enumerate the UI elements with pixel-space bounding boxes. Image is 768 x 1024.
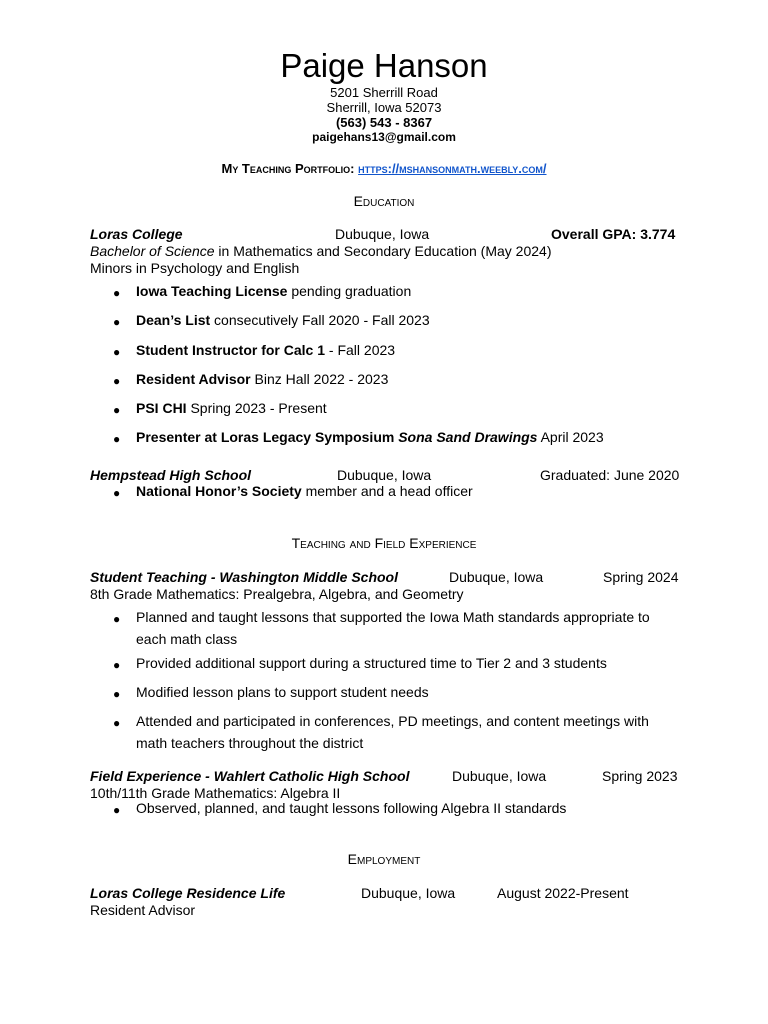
loras-minors: Minors in Psychology and English: [90, 260, 300, 276]
degree-type: Bachelor of Science: [90, 243, 215, 259]
student-teaching-subtitle: 8th Grade Mathematics: Prealgebra, Algebra, and Geometry: [90, 586, 464, 602]
bullet-bold: PSI CHI: [136, 400, 187, 416]
bullet-glyph: ●: [113, 403, 121, 417]
job-title: Loras College Residence Life: [90, 885, 286, 901]
portfolio-line: [0, 160, 768, 177]
student-teaching-title: Student Teaching - Washington Middle School: [90, 569, 398, 585]
bullet-text: Spring 2023 - Present: [186, 400, 327, 416]
field-experience-title: Field Experience - Wahlert Catholic High School: [90, 768, 410, 784]
loras-school-name: Loras College: [90, 226, 183, 242]
address-line-1: 5201 Sherrill Road: [330, 85, 438, 100]
job-location: Dubuque, Iowa: [361, 885, 456, 901]
job-date: August 2022-Present: [497, 885, 629, 901]
phone-number: (563) 543 - 8367: [335, 115, 433, 130]
bullet-glyph: ●: [113, 345, 121, 359]
bullet-text: April 2023: [537, 429, 604, 445]
email-address: paigehans13@gmail.com: [312, 130, 456, 144]
field-experience-subtitle: 10th/11th Grade Mathematics: Algebra II: [90, 785, 341, 801]
bullet-glyph: ●: [113, 315, 121, 329]
resume-name: Paige Hanson: [280, 47, 488, 84]
bullet-glyph: ●: [113, 716, 121, 730]
bullet-text: Modified lesson plans to support student needs: [136, 684, 429, 700]
bullet-text: Provided additional support during a structured time to Tier 2 and 3 students: [136, 655, 607, 671]
hempstead-location: Dubuque, Iowa: [337, 467, 432, 483]
hempstead-date: Graduated: June 2020: [540, 467, 680, 483]
bullet-text: consecutively Fall 2020 - Fall 2023: [210, 312, 430, 328]
bullet-glyph: ●: [113, 803, 121, 817]
bullet-glyph: ●: [113, 612, 121, 626]
employment-heading: Employment: [347, 851, 421, 867]
address-line-2: Sherrill, Iowa 52073: [326, 100, 442, 115]
student-teaching-location: Dubuque, Iowa: [449, 569, 544, 585]
bullet-glyph: ●: [113, 432, 121, 446]
bullet-bold: National Honor’s Society: [136, 483, 302, 499]
bullet-text: Binz Hall 2022 - 2023: [250, 371, 389, 387]
degree-detail: in Mathematics and Secondary Education (May 2024): [214, 243, 552, 259]
loras-location: Dubuque, Iowa: [335, 226, 430, 242]
bullet-text: member and a head officer: [301, 483, 473, 499]
bullet-glyph: ●: [113, 687, 121, 701]
bullet-text: pending graduation: [287, 283, 412, 299]
bullet-bold: Student Instructor for Calc 1: [136, 342, 326, 358]
hempstead-school-name: Hempstead High School: [90, 467, 252, 483]
bullet-text: Planned and taught lessons that supported the Iowa Math standards appropriate to each math class: [136, 609, 650, 647]
bullet-glyph: ●: [113, 374, 121, 388]
job-role: Resident Advisor: [90, 902, 196, 918]
bullet-glyph: ●: [113, 486, 121, 500]
bullet-bold: Resident Advisor: [136, 371, 251, 387]
bullet-glyph: ●: [113, 286, 121, 300]
loras-degree: [90, 243, 552, 260]
field-experience-date: Spring 2023: [602, 768, 678, 784]
bullet-glyph: ●: [113, 658, 121, 672]
bullet-text: Observed, planned, and taught lessons following Algebra II standards: [136, 800, 567, 816]
bullet-bold: Dean’s List: [136, 312, 211, 328]
education-heading: Education: [353, 193, 415, 209]
bullet-bold: Iowa Teaching License: [136, 283, 288, 299]
teaching-heading: Teaching and Field Experience: [291, 535, 477, 551]
bullet-bold: Presenter at Loras Legacy Symposium: [136, 429, 399, 445]
bullet-text: - Fall 2023: [325, 342, 396, 358]
student-teaching-date: Spring 2024: [603, 569, 679, 585]
loras-gpa: Overall GPA: 3.774: [551, 226, 676, 242]
portfolio-link[interactable]: https://mshansonmath.weebly.com/: [358, 161, 547, 176]
bullet-text: Attended and participated in conferences, PD meetings, and content meetings with math teachers throughout the district: [136, 713, 649, 751]
field-experience-location: Dubuque, Iowa: [452, 768, 547, 784]
portfolio-label: My Teaching Portfolio:: [221, 161, 355, 176]
bullet-bold-italic: Sona Sand Drawings: [398, 429, 538, 445]
